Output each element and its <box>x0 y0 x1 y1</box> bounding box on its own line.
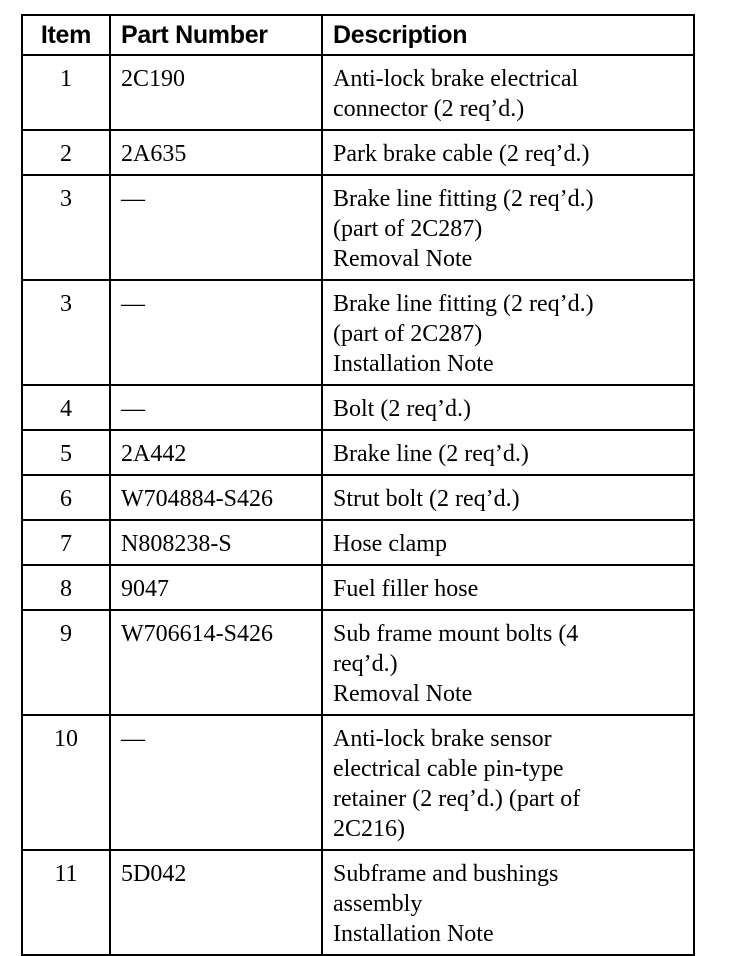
table-row <box>22 385 694 430</box>
description <box>322 430 694 475</box>
description <box>322 850 694 955</box>
description-line: 2C216) <box>333 816 405 842</box>
description-line: Strut bolt (2 req’d.) <box>333 486 520 512</box>
description-line: Removal Note <box>333 681 473 707</box>
item-number: 9 <box>22 610 110 715</box>
description-line: Installation Note <box>333 351 494 377</box>
header-item: Item <box>22 15 110 55</box>
description-line: Fuel filler hose <box>333 576 479 602</box>
part-number: W706614-S426 <box>110 610 322 715</box>
description-line: Park brake cable (2 req’d.) <box>333 141 590 167</box>
description-line: Brake line (2 req’d.) <box>333 441 529 467</box>
description <box>322 55 694 130</box>
description-line: Removal Note <box>333 246 473 272</box>
description <box>322 175 694 280</box>
item-number: 7 <box>22 520 110 565</box>
item-number: 4 <box>22 385 110 430</box>
table-row <box>22 130 694 175</box>
description-line: assembly <box>333 891 423 917</box>
description <box>322 475 694 520</box>
part-number: 2A442 <box>110 430 322 475</box>
table-row <box>22 55 694 130</box>
description-line: Bolt (2 req’d.) <box>333 396 471 422</box>
part-number: — <box>110 280 322 385</box>
description-line: Subframe and bushings <box>333 861 559 887</box>
table-row <box>22 520 694 565</box>
item-number: 10 <box>22 715 110 850</box>
part-number: 9047 <box>110 565 322 610</box>
description-line: req’d.) <box>333 651 398 677</box>
item-number: 6 <box>22 475 110 520</box>
description-line: Anti-lock brake sensor <box>333 726 552 752</box>
description-line: Brake line fitting (2 req’d.) <box>333 291 594 317</box>
item-number: 11 <box>22 850 110 955</box>
table-row <box>22 610 694 715</box>
description-line: Installation Note <box>333 921 494 947</box>
description <box>322 610 694 715</box>
part-number: — <box>110 385 322 430</box>
part-number: W704884-S426 <box>110 475 322 520</box>
item-number: 2 <box>22 130 110 175</box>
table-row <box>22 475 694 520</box>
description-line: retainer (2 req’d.) (part of <box>333 786 581 812</box>
part-number: 5D042 <box>110 850 322 955</box>
header-description: Description <box>322 15 694 55</box>
item-number: 5 <box>22 430 110 475</box>
table-row <box>22 715 694 850</box>
item-number: 3 <box>22 175 110 280</box>
description-line: connector (2 req’d.) <box>333 96 525 122</box>
part-number: — <box>110 715 322 850</box>
parts-table <box>21 14 695 956</box>
part-number: N808238-S <box>110 520 322 565</box>
description-line: (part of 2C287) <box>333 321 483 347</box>
description <box>322 130 694 175</box>
table-row <box>22 175 694 280</box>
item-number: 8 <box>22 565 110 610</box>
description <box>322 385 694 430</box>
description-line: Anti-lock brake electrical <box>333 66 579 92</box>
item-number: 3 <box>22 280 110 385</box>
part-number: 2A635 <box>110 130 322 175</box>
description-line: Hose clamp <box>333 531 447 557</box>
item-number: 1 <box>22 55 110 130</box>
header-row <box>22 15 694 55</box>
table-row <box>22 850 694 955</box>
table-row <box>22 430 694 475</box>
description-line: Sub frame mount bolts (4 <box>333 621 579 647</box>
table-row <box>22 280 694 385</box>
description-line: electrical cable pin-type <box>333 756 564 782</box>
description-line: (part of 2C287) <box>333 216 483 242</box>
part-number: 2C190 <box>110 55 322 130</box>
description <box>322 715 694 850</box>
part-number: — <box>110 175 322 280</box>
header-part-number: Part Number <box>110 15 322 55</box>
description <box>322 280 694 385</box>
description <box>322 520 694 565</box>
description-line: Brake line fitting (2 req’d.) <box>333 186 594 212</box>
description <box>322 565 694 610</box>
table-row <box>22 565 694 610</box>
